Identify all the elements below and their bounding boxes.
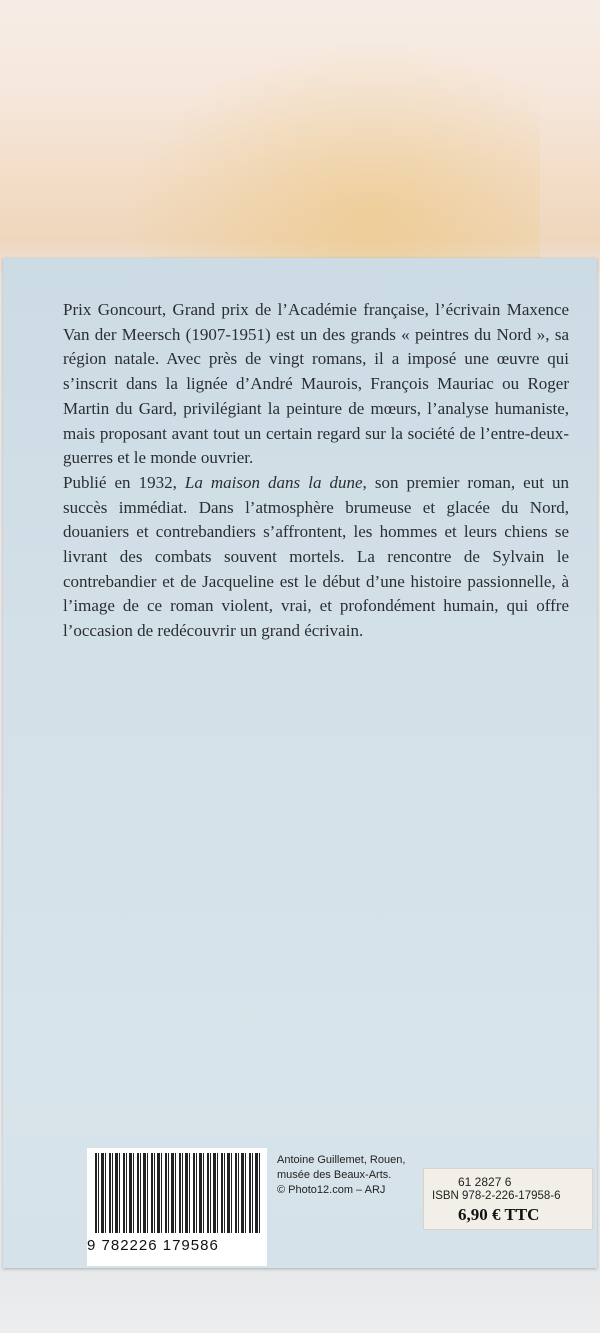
blurb-paragraph-2-start: Publié en 1932, (63, 472, 185, 492)
blurb-paragraph-2 (63, 471, 569, 644)
credit-line-2: musée des Beaux-Arts. (277, 1169, 392, 1181)
credit-line-3: © Photo12.com – ARJ (277, 1184, 386, 1196)
barcode (95, 1153, 263, 1233)
price-sticker (423, 1168, 593, 1230)
book-back-cover (3, 258, 597, 1268)
barcode-digits: 9 782226 179586 (87, 1237, 219, 1254)
book-title: La maison dans la dune (184, 472, 363, 492)
price: 6,90 € TTC (458, 1205, 540, 1224)
isbn: ISBN 978-2-226-17958-6 (432, 1190, 561, 1202)
credit-line-1: Antoine Guillemet, Rouen, (277, 1154, 406, 1166)
table-surface (0, 1265, 600, 1333)
back-cover-blurb (63, 298, 569, 644)
reference-number: 61 2827 6 (458, 1175, 512, 1189)
blurb-paragraph-1: Prix Goncourt, Grand prix de l’Académie française, l’écrivain Maxence Van der Meersch (1907-1951) est un des grands « peintres du Nord », sa région natale. Avec près de vingt romans, il a imposé une œuvre qui s’inscrit dans la lignée d’André Maurois, François Mauriac ou Roger Martin du Gard, privilégiant la peinture de mœurs, l’analyse humaniste, mais proposant avant tout un certain regard sur la société de l’entre-deux-guerres et le monde ouvrier. (63, 300, 569, 468)
blurb-paragraph-2-rest: , son premier roman, eut un succès immédiat. Dans l’atmosphère brumeuse et glacée du Nord, douaniers et contrebandiers s’affrontent, les hommes et leurs chiens se livrant des combats souvent mortels. La rencontre de Sylvain le contrebandier et de Jacqueline est le début d’une histoire passionnelle, à l’image de ce roman violent, vrai, et profondément humain, qui offre l’occasion de redécouvrir un grand écrivain. (63, 472, 569, 641)
cover-credit (277, 1153, 437, 1198)
